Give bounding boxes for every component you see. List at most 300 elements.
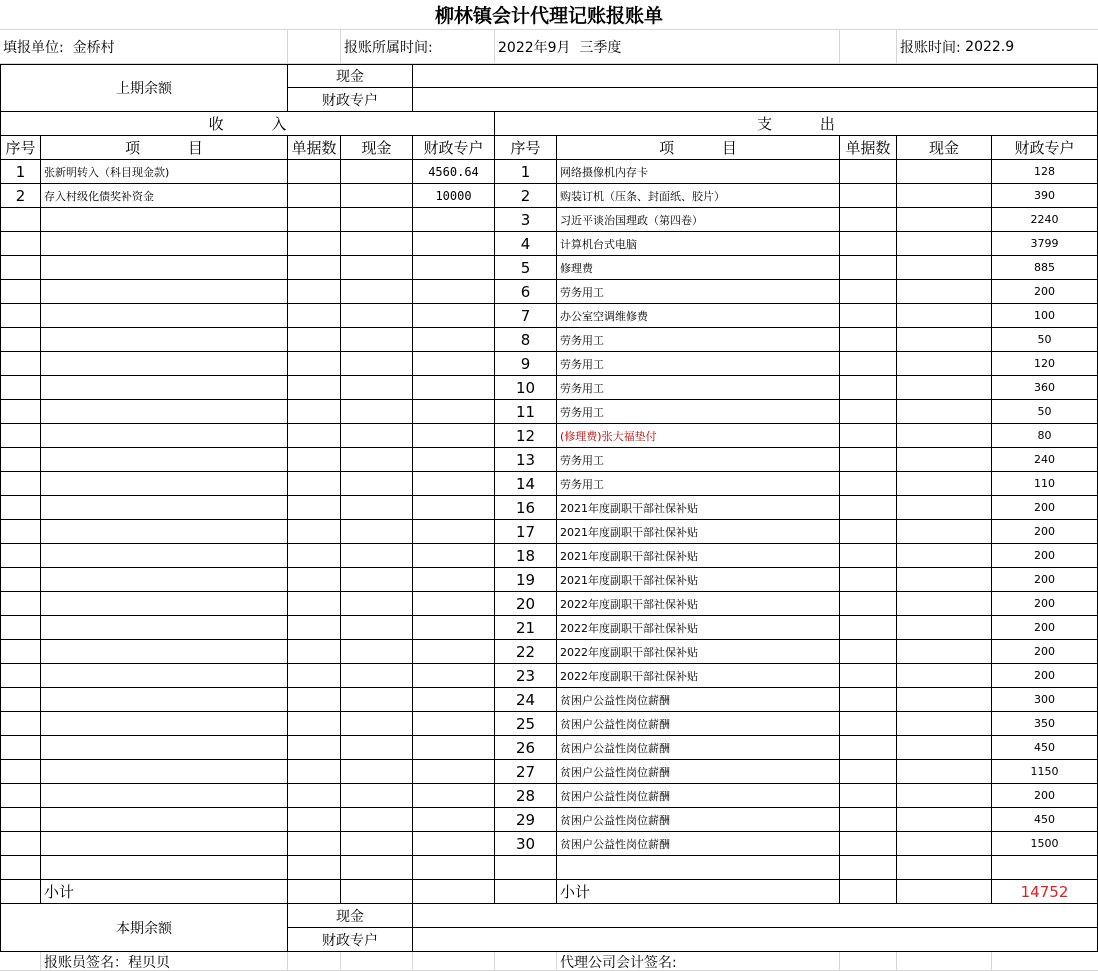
- expense-item-cell: 劳务用工: [557, 328, 840, 352]
- empty-cell: [288, 400, 341, 424]
- expense-item-cell: 2022年度副职干部社保补贴: [557, 664, 840, 688]
- empty-cell: [897, 664, 992, 688]
- curr-balance-fiscal-value: [413, 928, 1098, 952]
- expense-col-no: 序号: [495, 136, 557, 160]
- expense-no-cell: 12: [495, 424, 557, 448]
- empty-cell: [0, 736, 41, 760]
- expense-amount-cell: 360: [992, 376, 1098, 400]
- empty-cell: [840, 520, 897, 544]
- expense-no-cell: 2: [495, 184, 557, 208]
- empty-cell: [288, 616, 341, 640]
- empty-cell: [897, 496, 992, 520]
- empty-cell: [341, 712, 413, 736]
- expense-no-cell: 10: [495, 376, 557, 400]
- empty-cell: [840, 832, 897, 856]
- expense-amount-cell: 200: [992, 520, 1098, 544]
- empty-cell: [41, 664, 288, 688]
- expense-amount-cell: 200: [992, 496, 1098, 520]
- empty-cell: [413, 760, 495, 784]
- empty-cell: [41, 232, 288, 256]
- expense-item-cell: 2021年度副职干部社保补贴: [557, 496, 840, 520]
- expense-amount-cell: 200: [992, 616, 1098, 640]
- empty-cell: [341, 736, 413, 760]
- expense-subtotal-value: 14752: [992, 880, 1098, 904]
- expense-amount-cell: 450: [992, 736, 1098, 760]
- empty-cell: [897, 400, 992, 424]
- empty-cell: [557, 856, 840, 880]
- income-cash-cell: [341, 160, 413, 184]
- expense-item-cell: 贫困户公益性岗位薪酬: [557, 832, 840, 856]
- empty-cell: [840, 472, 897, 496]
- income-section-header: 收 入: [0, 112, 495, 136]
- income-col-item: 项 目: [41, 136, 288, 160]
- empty-cell: [288, 568, 341, 592]
- expense-item-cell: 贫困户公益性岗位薪酬: [557, 688, 840, 712]
- empty-cell: [897, 784, 992, 808]
- empty-cell: [341, 592, 413, 616]
- empty-cell: [341, 400, 413, 424]
- expense-amount-cell: 110: [992, 472, 1098, 496]
- empty-cell: [413, 352, 495, 376]
- empty-cell: [0, 328, 41, 352]
- empty-cell: [288, 328, 341, 352]
- empty-cell: [288, 832, 341, 856]
- empty-cell: [897, 640, 992, 664]
- empty-cell: [840, 304, 897, 328]
- empty-cell: [341, 424, 413, 448]
- empty-cell: [41, 376, 288, 400]
- empty-cell: [413, 736, 495, 760]
- income-item-cell: 张新明转入（科目现金款): [41, 160, 288, 184]
- unit-label: 填报单位: 金桥村: [0, 30, 288, 64]
- empty-cell: [840, 784, 897, 808]
- income-col-no: 序号: [0, 136, 41, 160]
- expense-amount-cell: 50: [992, 400, 1098, 424]
- empty-cell: [840, 376, 897, 400]
- empty-cell: [897, 520, 992, 544]
- empty-cell: [288, 208, 341, 232]
- empty-cell: [413, 832, 495, 856]
- income-subtotal-label: 小计: [41, 880, 288, 904]
- empty-cell: [413, 640, 495, 664]
- expense-no-cell: 21: [495, 616, 557, 640]
- empty-cell: [0, 280, 41, 304]
- expense-section-header: 支 出: [495, 112, 1098, 136]
- empty-cell: [840, 544, 897, 568]
- expense-amount-cell: 450: [992, 808, 1098, 832]
- income-cash-cell: [341, 184, 413, 208]
- empty-cell: [0, 424, 41, 448]
- empty-cell: [840, 664, 897, 688]
- expense-no-cell: 16: [495, 496, 557, 520]
- empty-cell: [840, 208, 897, 232]
- expense-no-cell: 4: [495, 232, 557, 256]
- empty-cell: [41, 760, 288, 784]
- expense-item-cell: 2022年度副职干部社保补贴: [557, 592, 840, 616]
- expense-amount-cell: 2240: [992, 208, 1098, 232]
- empty-cell: [41, 544, 288, 568]
- empty-cell: [897, 592, 992, 616]
- empty-cell: [0, 616, 41, 640]
- sheet-title: 柳林镇会计代理记账报账单: [0, 0, 1098, 30]
- expense-amount-cell: 885: [992, 256, 1098, 280]
- empty-cell: [341, 856, 413, 880]
- empty-cell: [41, 328, 288, 352]
- income-fiscal-cell: 10000: [413, 184, 495, 208]
- empty-cell: [341, 328, 413, 352]
- empty-cell: [413, 544, 495, 568]
- expense-amount-cell: 200: [992, 568, 1098, 592]
- expense-no-cell: 29: [495, 808, 557, 832]
- empty-cell: [0, 784, 41, 808]
- expense-item-cell: 贫困户公益性岗位薪酬: [557, 784, 840, 808]
- empty-cell: [0, 376, 41, 400]
- expense-item-cell: 修理费: [557, 256, 840, 280]
- empty-cell: [992, 856, 1098, 880]
- empty-cell: [413, 328, 495, 352]
- empty-cell: [897, 376, 992, 400]
- period-value: 2022年9月 三季度: [495, 30, 840, 64]
- empty-cell: [840, 352, 897, 376]
- empty-cell: [0, 256, 41, 280]
- income-item-cell: 存入村级化债奖补资金: [41, 184, 288, 208]
- report-date: 报账时间: 2022.9: [897, 30, 1098, 64]
- expense-amount-cell: 1150: [992, 760, 1098, 784]
- empty-cell: [413, 712, 495, 736]
- income-col-cash: 现金: [341, 136, 413, 160]
- prev-balance-fiscal-label: 财政专户: [288, 88, 413, 112]
- empty-cell: [288, 712, 341, 736]
- empty-cell: [0, 520, 41, 544]
- expense-amount-cell: 300: [992, 688, 1098, 712]
- empty-cell: [0, 208, 41, 232]
- expense-no-cell: 26: [495, 736, 557, 760]
- empty-cell: [413, 280, 495, 304]
- empty-cell: [413, 208, 495, 232]
- empty-cell: [341, 448, 413, 472]
- expense-no-cell: 14: [495, 472, 557, 496]
- curr-balance-cash-label: 现金: [288, 904, 413, 928]
- empty-cell: [288, 376, 341, 400]
- empty-cell: [288, 856, 341, 880]
- empty-cell: [341, 640, 413, 664]
- income-col-docs: 单据数: [288, 136, 341, 160]
- empty-cell: [413, 520, 495, 544]
- expense-amount-cell: 200: [992, 280, 1098, 304]
- empty-cell: [41, 712, 288, 736]
- expense-no-cell: 20: [495, 592, 557, 616]
- empty-cell: [897, 688, 992, 712]
- prev-balance-fiscal-value: [413, 88, 1098, 112]
- empty-cell: [288, 784, 341, 808]
- empty-cell: [0, 856, 41, 880]
- expense-item-cell: 劳务用工: [557, 472, 840, 496]
- expense-subtotal-label: 小计: [557, 880, 840, 904]
- empty-cell: [341, 232, 413, 256]
- expense-item-cell: 贫困户公益性岗位薪酬: [557, 760, 840, 784]
- empty-cell: [495, 856, 557, 880]
- empty-cell: [41, 568, 288, 592]
- empty-cell: [0, 472, 41, 496]
- empty-cell: [897, 184, 992, 208]
- expense-no-cell: 25: [495, 712, 557, 736]
- expense-amount-cell: 200: [992, 640, 1098, 664]
- expense-no-cell: 17: [495, 520, 557, 544]
- empty-cell: [413, 496, 495, 520]
- expense-no-cell: 3: [495, 208, 557, 232]
- empty-cell: [0, 808, 41, 832]
- empty-cell: [840, 856, 897, 880]
- income-no-cell: 1: [0, 160, 41, 184]
- empty-cell: [341, 352, 413, 376]
- expense-col-fiscal: 财政专户: [992, 136, 1098, 160]
- empty-cell: [897, 760, 992, 784]
- expense-no-cell: 7: [495, 304, 557, 328]
- empty-cell: [41, 592, 288, 616]
- income-fiscal-cell: 4560.64: [413, 160, 495, 184]
- expense-amount-cell: 120: [992, 352, 1098, 376]
- expense-item-cell: 2022年度副职干部社保补贴: [557, 640, 840, 664]
- expense-amount-cell: 200: [992, 544, 1098, 568]
- expense-no-cell: 1: [495, 160, 557, 184]
- expense-item-cell: 劳务用工: [557, 352, 840, 376]
- empty-cell: [897, 256, 992, 280]
- expense-amount-cell: 100: [992, 304, 1098, 328]
- empty-cell: [840, 400, 897, 424]
- expense-no-cell: 30: [495, 832, 557, 856]
- empty-cell: [897, 472, 992, 496]
- unit-value: 金桥村: [72, 39, 115, 56]
- prev-balance-label: 上期余额: [0, 64, 288, 112]
- expense-no-cell: 13: [495, 448, 557, 472]
- empty-cell: [897, 448, 992, 472]
- empty-cell: [341, 832, 413, 856]
- empty-cell: [413, 592, 495, 616]
- empty-cell: [413, 688, 495, 712]
- empty-cell: [341, 280, 413, 304]
- empty-cell: [0, 592, 41, 616]
- empty-cell: [413, 856, 495, 880]
- empty-cell: [41, 736, 288, 760]
- empty-cell: [840, 160, 897, 184]
- empty-cell: [413, 472, 495, 496]
- expense-no-cell: 19: [495, 568, 557, 592]
- empty-cell: [288, 736, 341, 760]
- empty-cell: [288, 256, 341, 280]
- empty-cell: [840, 760, 897, 784]
- empty-cell: [840, 448, 897, 472]
- expense-amount-cell: 200: [992, 592, 1098, 616]
- empty-cell: [0, 568, 41, 592]
- empty-cell: [41, 616, 288, 640]
- empty-cell: [0, 304, 41, 328]
- empty-cell: [897, 616, 992, 640]
- empty-cell: [288, 808, 341, 832]
- empty-cell: [41, 256, 288, 280]
- expense-item-cell: (修理费)张大福垫付: [557, 424, 840, 448]
- empty-cell: [288, 472, 341, 496]
- empty-cell: [897, 736, 992, 760]
- empty-cell: [41, 496, 288, 520]
- empty-cell: [413, 448, 495, 472]
- empty-cell: [0, 232, 41, 256]
- expense-item-cell: 劳务用工: [557, 376, 840, 400]
- prev-balance-cash-label: 现金: [288, 64, 413, 88]
- expense-item-cell: 计算机台式电脑: [557, 232, 840, 256]
- expense-item-cell: 贫困户公益性岗位薪酬: [557, 808, 840, 832]
- empty-cell: [413, 616, 495, 640]
- empty-cell: [0, 640, 41, 664]
- empty-cell: [413, 232, 495, 256]
- empty-cell: [41, 472, 288, 496]
- empty-cell: [840, 712, 897, 736]
- empty-cell: [413, 568, 495, 592]
- expense-item-cell: 2021年度副职干部社保补贴: [557, 568, 840, 592]
- expense-no-cell: 9: [495, 352, 557, 376]
- expense-item-cell: 网络摄像机内存卡: [557, 160, 840, 184]
- prev-balance-cash-value: [413, 64, 1098, 88]
- empty-cell: [288, 760, 341, 784]
- empty-cell: [413, 256, 495, 280]
- expense-no-cell: 24: [495, 688, 557, 712]
- empty-cell: [341, 808, 413, 832]
- empty-cell: [840, 808, 897, 832]
- empty-cell: [0, 496, 41, 520]
- empty-cell: [840, 568, 897, 592]
- empty-cell: [0, 760, 41, 784]
- empty-cell: [41, 424, 288, 448]
- empty-cell: [288, 352, 341, 376]
- empty-cell: [341, 376, 413, 400]
- expense-no-cell: 6: [495, 280, 557, 304]
- empty-cell: [0, 712, 41, 736]
- expense-item-cell: 2021年度副职干部社保补贴: [557, 520, 840, 544]
- empty-cell: [897, 856, 992, 880]
- empty-cell: [41, 400, 288, 424]
- empty-cell: [288, 448, 341, 472]
- income-docs-cell: [288, 184, 341, 208]
- curr-balance-fiscal-label: 财政专户: [288, 928, 413, 952]
- empty-cell: [341, 664, 413, 688]
- empty-cell: [0, 688, 41, 712]
- empty-cell: [341, 568, 413, 592]
- empty-cell: [0, 832, 41, 856]
- expense-item-cell: 贫困户公益性岗位薪酬: [557, 712, 840, 736]
- expense-item-cell: 办公室空调维修费: [557, 304, 840, 328]
- curr-balance-cash-value: [413, 904, 1098, 928]
- empty-cell: [41, 640, 288, 664]
- empty-cell: [288, 232, 341, 256]
- empty-cell: [0, 448, 41, 472]
- expense-item-cell: 购装订机（压条、封面纸、胶片）: [557, 184, 840, 208]
- empty-cell: [0, 400, 41, 424]
- expense-amount-cell: 240: [992, 448, 1098, 472]
- expense-col-docs: 单据数: [840, 136, 897, 160]
- agent-signature: 代理公司会计签名:: [557, 952, 840, 971]
- expense-no-cell: 18: [495, 544, 557, 568]
- expense-amount-cell: 200: [992, 664, 1098, 688]
- empty-cell: [288, 520, 341, 544]
- empty-cell: [341, 616, 413, 640]
- empty-cell: [41, 448, 288, 472]
- empty-cell: [41, 784, 288, 808]
- empty-cell: [41, 352, 288, 376]
- clerk-signature: 报账员签名：程贝贝: [41, 952, 288, 971]
- empty-cell: [897, 568, 992, 592]
- empty-cell: [413, 784, 495, 808]
- empty-cell: [840, 592, 897, 616]
- empty-cell: [41, 808, 288, 832]
- empty-cell: [413, 424, 495, 448]
- expense-item-cell: 2021年度副职干部社保补贴: [557, 544, 840, 568]
- expense-amount-cell: 128: [992, 160, 1098, 184]
- expense-col-item: 项 目: [557, 136, 840, 160]
- expense-item-cell: 2022年度副职干部社保补贴: [557, 616, 840, 640]
- empty-cell: [897, 208, 992, 232]
- empty-cell: [288, 304, 341, 328]
- expense-no-cell: 27: [495, 760, 557, 784]
- empty-cell: [341, 544, 413, 568]
- empty-cell: [840, 280, 897, 304]
- empty-cell: [840, 688, 897, 712]
- empty-cell: [413, 664, 495, 688]
- empty-cell: [341, 520, 413, 544]
- expense-amount-cell: 390: [992, 184, 1098, 208]
- income-col-fiscal: 财政专户: [413, 136, 495, 160]
- expense-amount-cell: 50: [992, 328, 1098, 352]
- empty-cell: [288, 280, 341, 304]
- empty-cell: [41, 832, 288, 856]
- empty-cell: [288, 664, 341, 688]
- empty-cell: [897, 712, 992, 736]
- expense-no-cell: 28: [495, 784, 557, 808]
- expense-no-cell: 23: [495, 664, 557, 688]
- expense-no-cell: 5: [495, 256, 557, 280]
- empty-cell: [41, 520, 288, 544]
- empty-cell: [897, 352, 992, 376]
- empty-cell: [0, 352, 41, 376]
- empty-cell: [840, 736, 897, 760]
- expense-amount-cell: 3799: [992, 232, 1098, 256]
- empty-cell: [341, 304, 413, 328]
- expense-amount-cell: 200: [992, 784, 1098, 808]
- empty-cell: [413, 376, 495, 400]
- empty-cell: [288, 424, 341, 448]
- empty-cell: [413, 400, 495, 424]
- expense-no-cell: 22: [495, 640, 557, 664]
- expense-item-cell: 贫困户公益性岗位薪酬: [557, 736, 840, 760]
- empty-cell: [341, 784, 413, 808]
- empty-cell: [840, 424, 897, 448]
- empty-cell: [288, 640, 341, 664]
- period-label: 报账所属时间:: [341, 30, 495, 64]
- empty-cell: [341, 688, 413, 712]
- empty-cell: [840, 328, 897, 352]
- empty-cell: [840, 640, 897, 664]
- empty-cell: [413, 808, 495, 832]
- empty-cell: [41, 688, 288, 712]
- empty-cell: [341, 496, 413, 520]
- empty-cell: [840, 232, 897, 256]
- empty-cell: [897, 832, 992, 856]
- empty-cell: [41, 856, 288, 880]
- empty-cell: [0, 544, 41, 568]
- curr-balance-label: 本期余额: [0, 904, 288, 952]
- income-docs-cell: [288, 160, 341, 184]
- empty-cell: [341, 208, 413, 232]
- empty-cell: [897, 328, 992, 352]
- empty-cell: [897, 544, 992, 568]
